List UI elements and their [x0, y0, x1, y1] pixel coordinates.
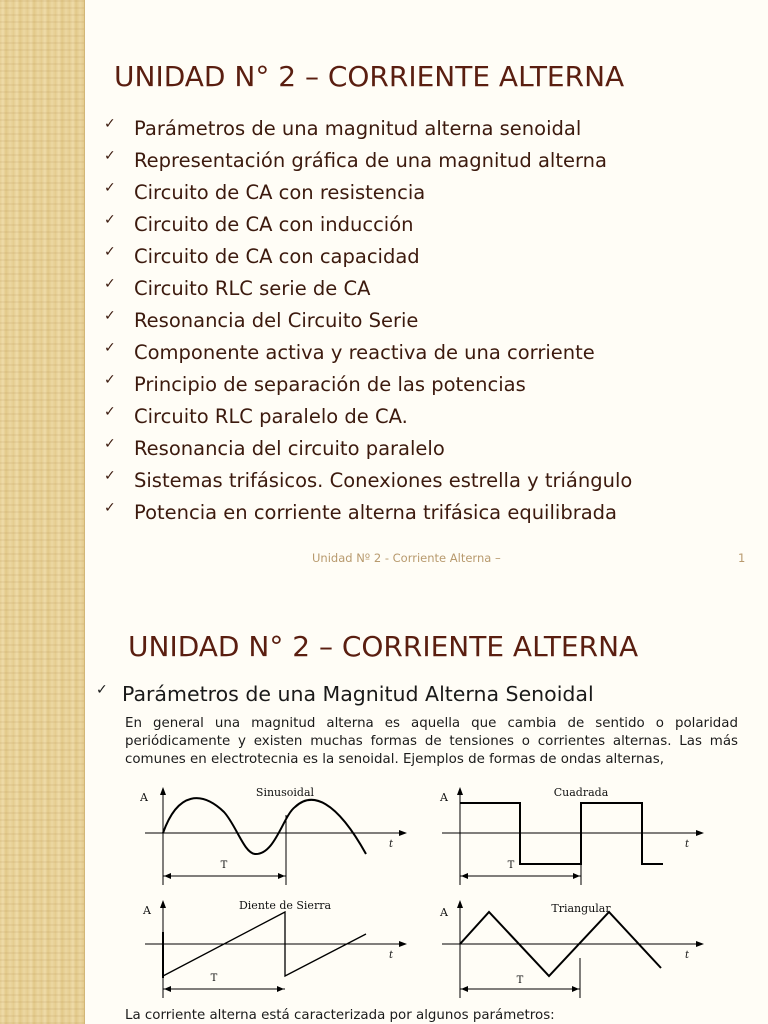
time-label: t — [389, 839, 394, 850]
amp-label: A — [143, 904, 151, 917]
topic-list-item — [104, 144, 632, 176]
amp-label: A — [440, 791, 448, 804]
topic-list-item — [104, 240, 632, 272]
slide-2 — [0, 580, 768, 1024]
topic-list-item — [104, 304, 632, 336]
axis-arrow-icon — [399, 830, 407, 836]
topic-list — [104, 112, 632, 528]
time-label: t — [685, 839, 690, 850]
waveform-cuadrada — [437, 785, 712, 895]
time-label: t — [389, 950, 394, 961]
waveform-title: Triangular — [551, 902, 611, 915]
axis-arrow-icon — [457, 787, 463, 795]
topic-list-item — [104, 336, 632, 368]
arrow-right-icon — [278, 873, 285, 879]
slide-title: UNIDAD N° 2 – CORRIENTE ALTERNA — [114, 60, 625, 93]
arrow-right-icon — [573, 873, 580, 879]
topic-list-item — [104, 400, 632, 432]
closing-sentence: La corriente alterna está caracterizada por algunos parámetros: — [125, 1008, 555, 1023]
check-mark-icon: ✓ — [104, 500, 116, 516]
sine-curve — [163, 798, 366, 854]
check-mark-icon: ✓ — [104, 340, 116, 356]
check-mark-icon: ✓ — [96, 682, 108, 698]
topic-text: Parámetros de una magnitud alterna senoidal — [134, 116, 582, 140]
arrow-left-icon — [164, 986, 171, 992]
check-mark-icon: ✓ — [104, 372, 116, 388]
topic-text: Resonancia del Circuito Serie — [134, 308, 419, 332]
waveform-sinusoidal — [140, 785, 415, 895]
subheading-text: Parámetros de una Magnitud Alterna Senoidal — [122, 682, 594, 706]
subheading — [96, 682, 594, 706]
check-mark-icon: ✓ — [104, 116, 116, 132]
topic-text: Sistemas trifásicos. Conexiones estrella y triángulo — [134, 468, 633, 492]
topic-list-item — [104, 272, 632, 304]
waveform-title: Diente de Sierra — [238, 899, 332, 912]
topic-list-item — [104, 464, 632, 496]
check-mark-icon: ✓ — [104, 468, 116, 484]
topic-text: Circuito de CA con inducción — [134, 212, 414, 236]
arrow-right-icon — [277, 986, 284, 992]
topic-list-item — [104, 208, 632, 240]
topic-text: Circuito RLC serie de CA — [134, 276, 371, 300]
period-label: T — [210, 973, 218, 984]
topic-list-item — [104, 176, 632, 208]
topic-list-item — [104, 112, 632, 144]
check-mark-icon: ✓ — [104, 180, 116, 196]
check-mark-icon: ✓ — [104, 308, 116, 324]
axis-arrow-icon — [696, 941, 704, 947]
axis-arrow-icon — [160, 900, 166, 908]
topic-text: Componente activa y reactiva de una corriente — [134, 340, 595, 364]
amp-label: A — [440, 906, 448, 919]
time-label: t — [685, 950, 690, 961]
arrow-left-icon — [461, 986, 468, 992]
axis-arrow-icon — [160, 787, 166, 795]
slide-footer: Unidad Nº 2 - Corriente Alterna – — [312, 551, 501, 565]
arrow-left-icon — [164, 873, 171, 879]
check-mark-icon: ✓ — [104, 148, 116, 164]
axis-arrow-icon — [399, 941, 407, 947]
waveform-diente-de-sierra — [140, 898, 415, 1008]
topic-text: Circuito de CA con resistencia — [134, 180, 426, 204]
check-mark-icon: ✓ — [104, 244, 116, 260]
topic-list-item — [104, 496, 632, 528]
intro-paragraph: En general una magnitud alterna es aquella que cambia de sentido o polaridad periódicamente y existen muchas formas de tensiones o corrientes alternas. Las más comunes en electrotecnia es la senoidal. Ejemplos de formas de ondas alternas, — [125, 716, 738, 767]
topic-list-item — [104, 368, 632, 400]
period-label: T — [220, 860, 228, 871]
period-label: T — [516, 975, 524, 986]
arrow-left-icon — [461, 873, 468, 879]
waveform-title: Sinusoidal — [255, 786, 315, 799]
topic-text: Circuito RLC paralelo de CA. — [134, 404, 408, 428]
check-mark-icon: ✓ — [104, 436, 116, 452]
topic-text: Circuito de CA con capacidad — [134, 244, 420, 268]
slide-number: 1 — [738, 551, 746, 565]
arrow-right-icon — [572, 986, 579, 992]
period-label: T — [507, 860, 515, 871]
waveform-title: Cuadrada — [553, 786, 609, 799]
amp-label: A — [140, 791, 148, 804]
axis-arrow-icon — [457, 900, 463, 908]
slide-title: UNIDAD N° 2 – CORRIENTE ALTERNA — [128, 630, 639, 663]
check-mark-icon: ✓ — [104, 404, 116, 420]
check-mark-icon: ✓ — [104, 276, 116, 292]
topic-text: Potencia en corriente alterna trifásica equilibrada — [134, 500, 617, 524]
check-mark-icon: ✓ — [104, 212, 116, 228]
topic-text: Representación gráfica de una magnitud alterna — [134, 148, 607, 172]
topic-list-item — [104, 432, 632, 464]
waveform-triangular — [437, 898, 712, 1008]
topic-text: Principio de separación de las potencias — [134, 372, 526, 396]
axis-arrow-icon — [696, 830, 704, 836]
topic-text: Resonancia del circuito paralelo — [134, 436, 445, 460]
